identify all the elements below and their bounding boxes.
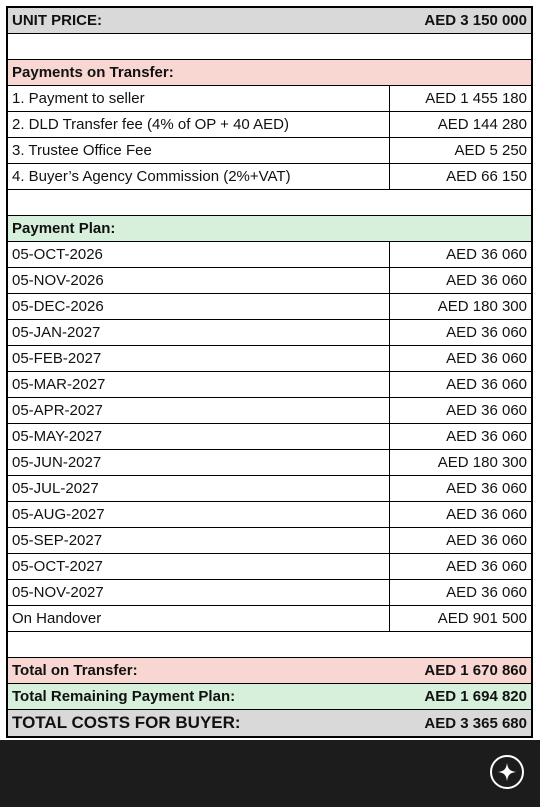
plan-row	[8, 502, 531, 528]
row-label: 1. Payment to seller	[8, 86, 390, 111]
plan-row	[8, 476, 531, 502]
total-on-transfer-row	[8, 658, 531, 684]
plan-row	[8, 580, 531, 606]
row-amount: AED 66 150	[446, 168, 527, 185]
plan-row	[8, 372, 531, 398]
total-costs-row	[8, 710, 531, 736]
row-amount: AED 1 455 180	[425, 90, 527, 107]
row-label: 05-JAN-2027	[8, 320, 390, 345]
row-amount: AED 36 060	[446, 480, 527, 497]
row-amount: AED 36 060	[446, 428, 527, 445]
spacer-row	[8, 34, 531, 60]
spacer-row	[8, 632, 531, 658]
row-amount: AED 36 060	[446, 558, 527, 575]
plan-header: Payment Plan:	[12, 220, 116, 237]
plan-row	[8, 320, 531, 346]
sparkle-star-icon	[496, 761, 518, 783]
row-label: On Handover	[8, 606, 390, 631]
row-amount: AED 180 300	[437, 454, 527, 471]
row-amount: AED 180 300	[437, 298, 527, 315]
sparkle-star-button[interactable]	[490, 755, 524, 789]
plan-header-row	[8, 216, 531, 242]
plan-row	[8, 424, 531, 450]
plan-row	[8, 294, 531, 320]
row-amount: AED 36 060	[446, 584, 527, 601]
row-amount: AED 5 250	[454, 142, 527, 159]
row-label: 05-MAY-2027	[8, 424, 390, 449]
total-remaining-row	[8, 684, 531, 710]
plan-row	[8, 528, 531, 554]
plan-row	[8, 450, 531, 476]
unit-price-label: UNIT PRICE:	[12, 12, 102, 29]
row-label: 05-OCT-2026	[8, 242, 390, 267]
footer-bar	[0, 740, 540, 807]
row-label: 05-DEC-2026	[8, 294, 390, 319]
row-label: 2. DLD Transfer fee (4% of OP + 40 AED)	[8, 112, 390, 137]
row-amount: AED 36 060	[446, 246, 527, 263]
row-label: 4. Buyer’s Agency Commission (2%+VAT)	[8, 164, 390, 189]
payment-table	[6, 6, 533, 738]
unit-price-row	[8, 8, 531, 34]
plan-row	[8, 606, 531, 632]
row-label: 05-JUL-2027	[8, 476, 390, 501]
row-amount: AED 36 060	[446, 402, 527, 419]
plan-row	[8, 242, 531, 268]
transfer-header-row	[8, 60, 531, 86]
row-label: 05-MAR-2027	[8, 372, 390, 397]
row-amount: AED 36 060	[446, 532, 527, 549]
row-label: 05-APR-2027	[8, 398, 390, 423]
row-label: 05-AUG-2027	[8, 502, 390, 527]
row-amount: AED 36 060	[446, 272, 527, 289]
unit-price-value: AED 3 150 000	[424, 12, 527, 29]
plan-rows	[8, 242, 531, 632]
spacer-row	[8, 190, 531, 216]
total-on-transfer-value: AED 1 670 860	[424, 662, 527, 679]
transfer-rows	[8, 86, 531, 190]
plan-row	[8, 398, 531, 424]
row-label: 05-FEB-2027	[8, 346, 390, 371]
row-amount: AED 144 280	[437, 116, 527, 133]
transfer-row	[8, 164, 531, 190]
total-remaining-label: Total Remaining Payment Plan:	[12, 688, 236, 705]
row-label: 05-NOV-2027	[8, 580, 390, 605]
transfer-row	[8, 112, 531, 138]
row-amount: AED 36 060	[446, 350, 527, 367]
row-label: 3. Trustee Office Fee	[8, 138, 390, 163]
row-label: 05-SEP-2027	[8, 528, 390, 553]
total-costs-value: AED 3 365 680	[424, 714, 527, 732]
total-costs-label: TOTAL COSTS FOR BUYER:	[12, 713, 241, 732]
plan-row	[8, 346, 531, 372]
row-label: 05-OCT-2027	[8, 554, 390, 579]
row-amount: AED 36 060	[446, 506, 527, 523]
row-label: 05-NOV-2026	[8, 268, 390, 293]
transfer-row	[8, 138, 531, 164]
transfer-header: Payments on Transfer:	[12, 64, 174, 81]
plan-row	[8, 268, 531, 294]
plan-row	[8, 554, 531, 580]
row-amount: AED 36 060	[446, 376, 527, 393]
total-on-transfer-label: Total on Transfer:	[12, 662, 138, 679]
transfer-row	[8, 86, 531, 112]
row-amount: AED 36 060	[446, 324, 527, 341]
total-remaining-value: AED 1 694 820	[424, 688, 527, 705]
row-label: 05-JUN-2027	[8, 450, 390, 475]
row-amount: AED 901 500	[437, 610, 527, 627]
